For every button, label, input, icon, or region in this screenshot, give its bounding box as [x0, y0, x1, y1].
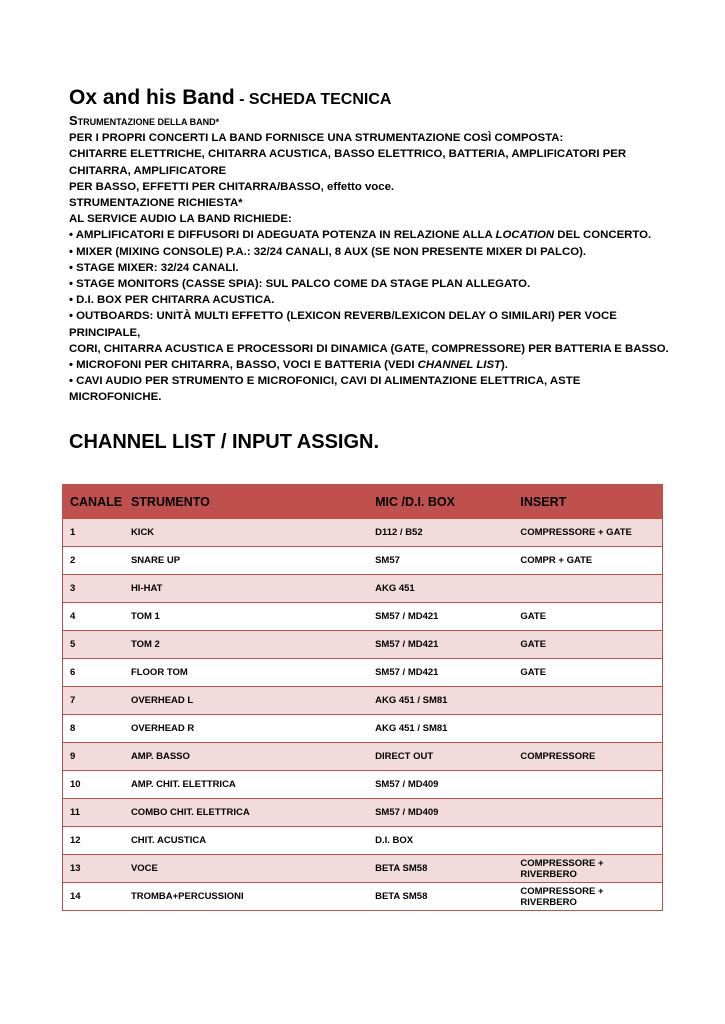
instrument: COMBO CHIT. ELETTRICA: [131, 799, 375, 827]
requirement-item: CORI, CHITARRA ACUSTICA E PROCESSORI DI DINAMICA (GATE, COMPRESSORE) PER BATTERIA E BASSO.: [69, 342, 669, 355]
column-header: STRUMENTO: [131, 485, 375, 519]
table-row: [63, 799, 663, 827]
insert: GATE: [520, 603, 662, 631]
mic: D112 / B52: [375, 519, 520, 547]
requirement-item: • AMPLIFICATORI E DIFFUSORI DI ADEGUATA POTENZA IN RELAZIONE ALLA LOCATION DEL CONCERTO.: [69, 229, 652, 242]
instrument: OVERHEAD L: [131, 687, 375, 715]
instrument: OVERHEAD R: [131, 715, 375, 743]
section-heading-instrumentation: STRUMENTAZIONE DELLA BAND*: [69, 113, 220, 128]
document-type: - SCHEDA TECNICA: [234, 91, 392, 108]
instrument: CHIT. ACUSTICA: [131, 827, 375, 855]
column-header: CANALE: [63, 485, 131, 519]
intro-line: PER BASSO, EFFETTI PER CHITARRA/BASSO, effetto voce.: [69, 180, 395, 193]
mic: SM57: [375, 547, 520, 575]
requirement-item: • MIXER (MIXING CONSOLE) P.A.: 32/24 CANALI, 8 AUX (SE NON PRESENTE MIXER DI PALCO).: [69, 245, 587, 258]
instrument: VOCE: [131, 855, 375, 883]
column-header: MIC /D.I. BOX: [375, 485, 520, 519]
mic: SM57 / MD409: [375, 799, 520, 827]
insert: [520, 687, 662, 715]
channel-number: 6: [63, 659, 131, 687]
table-header-row: [63, 485, 663, 519]
requirement-item: • CAVI AUDIO PER STRUMENTO E MICROFONICI, CAVI DI ALIMENTAZIONE ELETTRICA, ASTE: [69, 375, 581, 388]
insert: GATE: [520, 631, 662, 659]
insert: GATE: [520, 659, 662, 687]
insert: [520, 827, 662, 855]
instrument: AMP. BASSO: [131, 743, 375, 771]
mic: SM57 / MD421: [375, 659, 520, 687]
channel-number: 12: [63, 827, 131, 855]
intro-line: AL SERVICE AUDIO LA BAND RICHIEDE:: [69, 213, 292, 226]
requirement-item: • D.I. BOX PER CHITARRA ACUSTICA.: [69, 294, 275, 307]
mic: SM57 / MD421: [375, 631, 520, 659]
mic: DIRECT OUT: [375, 743, 520, 771]
table-row: [63, 771, 663, 799]
instrument: SNARE UP: [131, 547, 375, 575]
insert: [520, 715, 662, 743]
table-row: [63, 827, 663, 855]
mic: AKG 451 / SM81: [375, 715, 520, 743]
mic: BETA SM58: [375, 883, 520, 911]
document-title: [69, 86, 391, 110]
section-heading-required: STRUMENTAZIONE RICHIESTA*: [69, 197, 243, 210]
requirement-item: PRINCIPALE,: [69, 326, 141, 339]
mic: SM57 / MD409: [375, 771, 520, 799]
instrument: TOM 1: [131, 603, 375, 631]
instrument: TOM 2: [131, 631, 375, 659]
channel-number: 11: [63, 799, 131, 827]
requirement-item: • STAGE MIXER: 32/24 CANALI.: [69, 261, 239, 274]
table-row: [63, 659, 663, 687]
intro-line: PER I PROPRI CONCERTI LA BAND FORNISCE UNA STRUMENTAZIONE COSÌ COMPOSTA:: [69, 132, 564, 145]
insert: COMPR + GATE: [520, 547, 662, 575]
mic: BETA SM58: [375, 855, 520, 883]
requirement-item: • MICROFONI PER CHITARRA, BASSO, VOCI E BATTERIA (VEDI CHANNEL LIST).: [69, 359, 508, 372]
table-row: [63, 603, 663, 631]
table-row: [63, 575, 663, 603]
channel-number: 13: [63, 855, 131, 883]
requirement-item: MICROFONICHE.: [69, 391, 162, 404]
insert: [520, 771, 662, 799]
instrument: KICK: [131, 519, 375, 547]
band-name: Ox and his Band: [69, 86, 235, 109]
insert: COMPRESSORE: [520, 743, 662, 771]
mic: SM57 / MD421: [375, 603, 520, 631]
table-row: [63, 715, 663, 743]
mic: AKG 451 / SM81: [375, 687, 520, 715]
column-header: INSERT: [520, 485, 662, 519]
intro-line: CHITARRE ELETTRICHE, CHITARRA ACUSTICA, BASSO ELETTRICO, BATTERIA, AMPLIFICATORI PER: [69, 148, 627, 161]
instrument: AMP. CHIT. ELETTRICA: [131, 771, 375, 799]
instrument: TROMBA+PERCUSSIONI: [131, 883, 375, 911]
channel-number: 7: [63, 687, 131, 715]
channel-number: 1: [63, 519, 131, 547]
channel-number: 8: [63, 715, 131, 743]
table-row: [63, 547, 663, 575]
table-row: [63, 519, 663, 547]
instrument: FLOOR TOM: [131, 659, 375, 687]
channel-list-title: CHANNEL LIST / INPUT ASSIGN.: [69, 431, 380, 453]
channel-number: 5: [63, 631, 131, 659]
table-row: [63, 687, 663, 715]
insert: [520, 575, 662, 603]
intro-text: [69, 113, 669, 406]
table-row: [63, 743, 663, 771]
channel-number: 14: [63, 883, 131, 911]
intro-line: CHITARRA, AMPLIFICATORE: [69, 164, 227, 177]
table-row: [63, 855, 663, 883]
mic: D.I. BOX: [375, 827, 520, 855]
requirement-item: • OUTBOARDS: UNITÀ MULTI EFFETTO (LEXICON REVERB/LEXICON DELAY O SIMILARI) PER VOCE: [69, 310, 617, 323]
channel-number: 2: [63, 547, 131, 575]
channel-number: 3: [63, 575, 131, 603]
insert: COMPRESSORE + RIVERBERO: [520, 855, 662, 883]
table-row: [63, 883, 663, 911]
instrument: HI-HAT: [131, 575, 375, 603]
channel-number: 9: [63, 743, 131, 771]
channel-list-table: [62, 484, 663, 911]
insert: COMPRESSORE + GATE: [520, 519, 662, 547]
table-row: [63, 631, 663, 659]
insert: COMPRESSORE + RIVERBERO: [520, 883, 662, 911]
channel-number: 4: [63, 603, 131, 631]
channel-number: 10: [63, 771, 131, 799]
insert: [520, 799, 662, 827]
requirement-item: • STAGE MONITORS (CASSE SPIA): SUL PALCO COME DA STAGE PLAN ALLEGATO.: [69, 278, 531, 291]
mic: AKG 451: [375, 575, 520, 603]
